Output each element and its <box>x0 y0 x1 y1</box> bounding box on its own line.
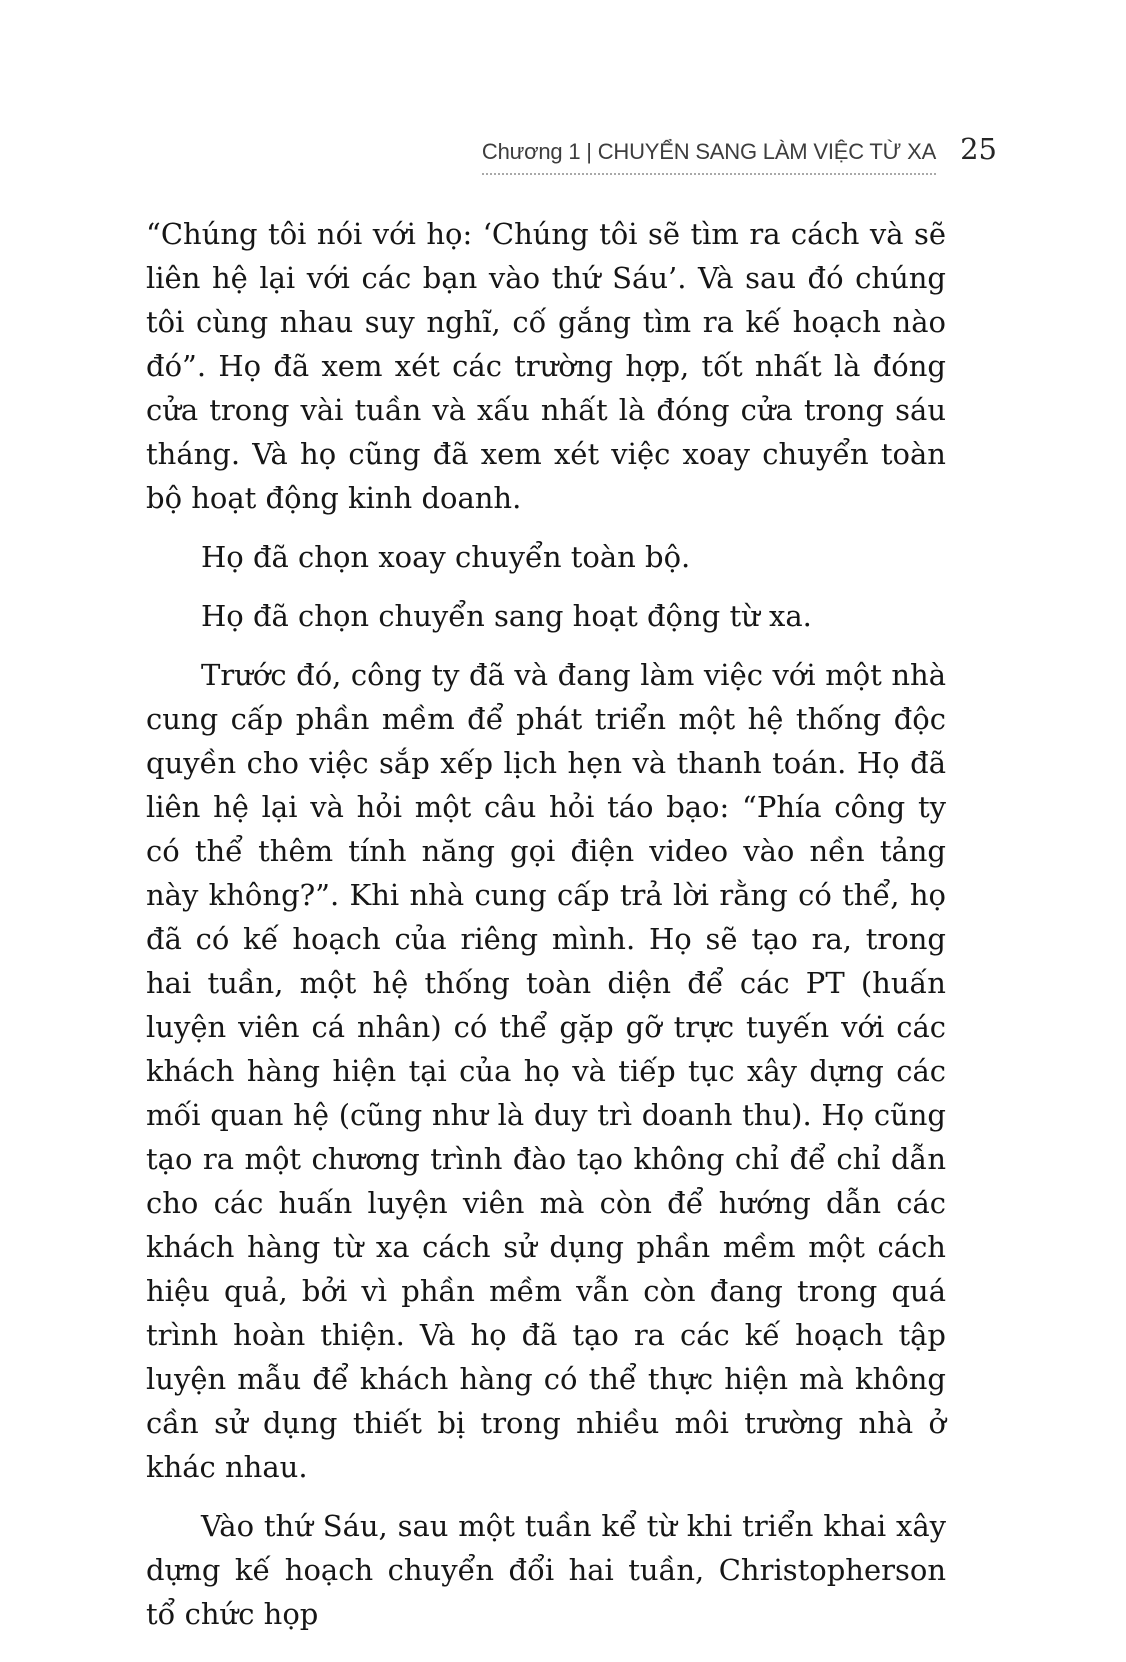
paragraph: Vào thứ Sáu, sau một tuần kể từ khi triển khai xây dựng kế hoạch chuyển đổi hai tuần, Christopherson tổ chức họp <box>146 1509 946 1631</box>
paragraph: Họ đã chọn xoay chuyển toàn bộ. <box>201 540 691 574</box>
running-header <box>482 132 997 175</box>
paragraph: “Chúng tôi nói với họ: ‘Chúng tôi sẽ tìm ra cách và sẽ liên hệ lại với các bạn vào thứ Sáu’. Và sau đó chúng tôi cùng nhau suy nghĩ, cố gắng tìm ra kế hoạch nào đó”. Họ đã xem xét các trường hợp, tốt nhất là đóng cửa trong vài tuần và xấu nhất là đóng cửa trong sáu tháng. Và họ cũng đã xem xét việc xoay chuyển toàn bộ hoạt động kinh doanh. <box>146 217 946 515</box>
paragraph: Họ đã chọn chuyển sang hoạt động từ xa. <box>201 599 812 633</box>
page-number: 25 <box>960 132 997 166</box>
body-text <box>146 212 946 1651</box>
chapter-running-title: Chương 1 | CHUYỂN SANG LÀM VIỆC TỪ XA <box>482 139 936 175</box>
paragraph: Trước đó, công ty đã và đang làm việc với một nhà cung cấp phần mềm để phát triển một hệ thống độc quyền cho việc sắp xếp lịch hẹn và thanh toán. Họ đã liên hệ lại và hỏi một câu hỏi táo bạo: “Phía công ty có thể thêm tính năng gọi điện video vào nền tảng này không?”. Khi nhà cung cấp trả lời rằng có thể, họ đã có kế hoạch của riêng mình. Họ sẽ tạo ra, trong hai tuần, một hệ thống toàn diện để các PT (huấn luyện viên cá nhân) có thể gặp gỡ trực tuyến với các khách hàng hiện tại của họ và tiếp tục xây dựng các mối quan hệ (cũng như là duy trì doanh thu). Họ cũng tạo ra một chương trình đào tạo không chỉ để chỉ dẫn cho các huấn luyện viên mà còn để hướng dẫn các khách hàng từ xa cách sử dụng phần mềm một cách hiệu quả, bởi vì phần mềm vẫn còn đang trong quá trình hoàn thiện. Và họ đã tạo ra các kế hoạch tập luyện mẫu để khách hàng có thể thực hiện mà không cần sử dụng thiết bị trong nhiều môi trường nhà ở khác nhau. <box>146 658 946 1484</box>
